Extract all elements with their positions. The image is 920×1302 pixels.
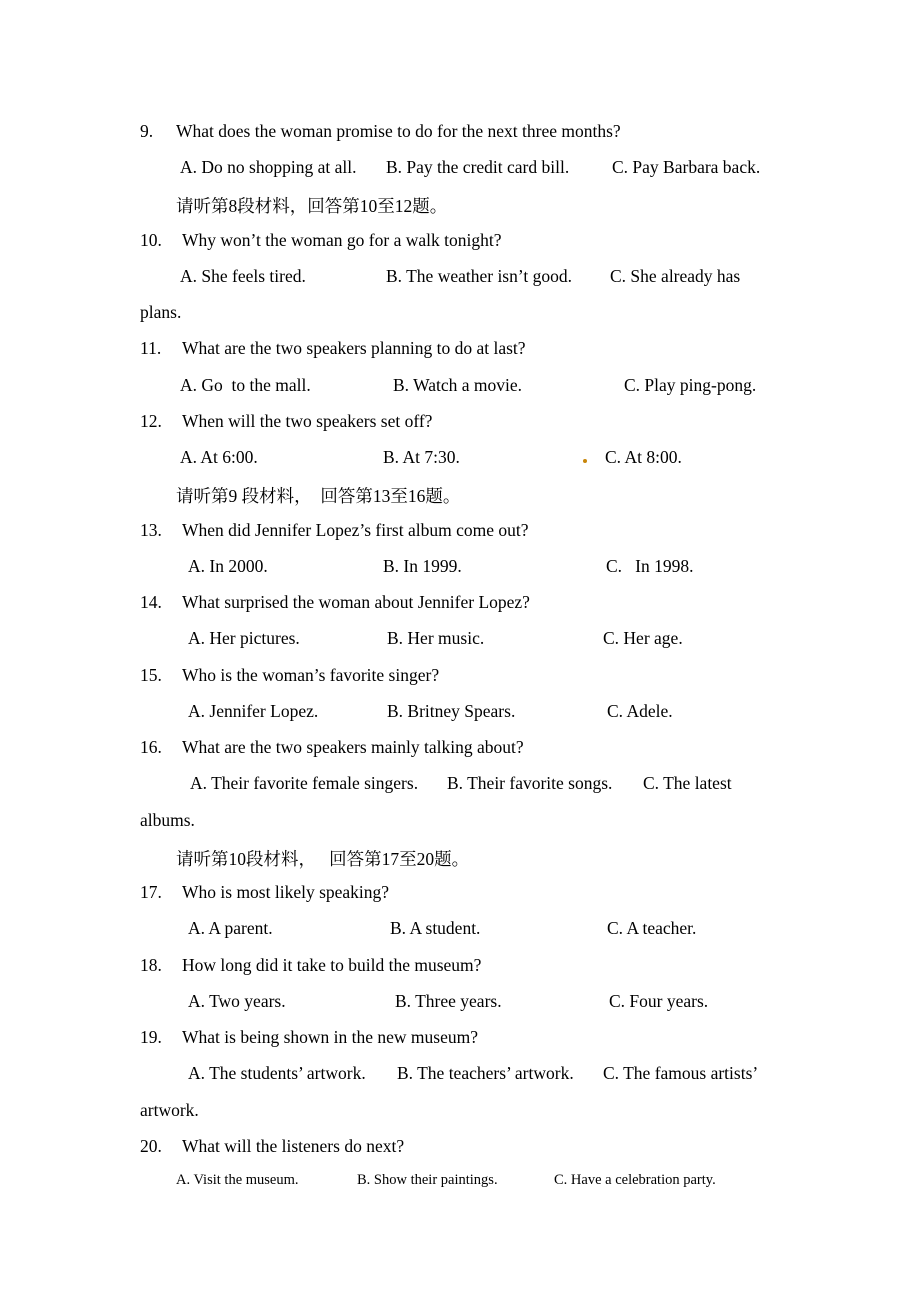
question-number: 9. — [140, 121, 154, 141]
question-10-line — [0, 230, 920, 258]
section-note-line — [0, 483, 920, 511]
option-c: C. At 8:00. — [605, 447, 682, 467]
question-9-options — [0, 157, 920, 185]
question-10-options — [0, 266, 920, 294]
section-note: 请听第10段材料， 回答第17至20题。 — [176, 849, 470, 869]
question-18-line — [0, 955, 920, 983]
option-b: B. Three years. — [395, 991, 502, 1011]
question-15-options — [0, 701, 920, 729]
question-number: 17. — [140, 882, 162, 902]
question-16-line — [0, 737, 920, 765]
option-c: C. A teacher. — [607, 918, 697, 938]
question-13-options — [0, 556, 920, 584]
option-b: B. In 1999. — [383, 556, 462, 576]
option-c: C. The latest — [643, 773, 732, 793]
option-a: A. Her pictures. — [188, 628, 300, 648]
question-text: What are the two speakers planning to do at last? — [182, 338, 526, 358]
question-number: 18. — [140, 955, 162, 975]
option-b: B. Britney Spears. — [387, 701, 516, 721]
question-number: 13. — [140, 520, 162, 540]
question-text: When will the two speakers set off? — [182, 411, 433, 431]
question-12-line — [0, 411, 920, 439]
question-14-options — [0, 628, 920, 656]
question-text: When did Jennifer Lopez’s first album come out? — [182, 520, 529, 540]
option-c-continuation: artwork. — [140, 1100, 199, 1120]
option-c: C. Her age. — [603, 628, 683, 648]
option-c: C. Have a celebration party. — [554, 1172, 716, 1188]
option-a: A. Visit the museum. — [176, 1172, 299, 1188]
option-b: B. Her music. — [387, 628, 485, 648]
stray-mark — [583, 459, 587, 463]
option-a: A. She feels tired. — [180, 266, 306, 286]
question-19-options — [0, 1063, 920, 1091]
question-text: Who is the woman’s favorite singer? — [182, 665, 440, 685]
question-text: What surprised the woman about Jennifer Lopez? — [182, 592, 530, 612]
question-20-options — [0, 1172, 920, 1200]
question-number: 19. — [140, 1027, 162, 1047]
option-c: C. Adele. — [607, 701, 673, 721]
question-text: Why won’t the woman go for a walk tonight? — [182, 230, 502, 250]
question-text: What are the two speakers mainly talking about? — [182, 737, 524, 757]
option-b: B. Watch a movie. — [393, 375, 523, 395]
question-text: How long did it take to build the museum? — [182, 955, 482, 975]
question-text: Who is most likely speaking? — [182, 882, 390, 902]
option-c: C. Four years. — [609, 991, 709, 1011]
section-note: 请听第9 段材料， 回答第13至16题。 — [176, 486, 461, 506]
option-b: B. Show their paintings. — [357, 1172, 498, 1188]
section-note-line — [0, 193, 920, 221]
question-number: 12. — [140, 411, 162, 431]
section-note: 请听第8段材料，回答第10至12题。 — [176, 196, 448, 216]
option-a: A. The students’ artwork. — [188, 1063, 366, 1083]
question-15-line — [0, 665, 920, 693]
option-c: C. Play ping-pong. — [624, 375, 757, 395]
question-text: What is being shown in the new museum? — [182, 1027, 478, 1047]
question-16-options — [0, 773, 920, 801]
question-18-options — [0, 991, 920, 1019]
option-b: B. At 7:30. — [383, 447, 460, 467]
question-13-line — [0, 520, 920, 548]
section-note-line — [0, 846, 920, 874]
option-b: B. Their favorite songs. — [447, 773, 613, 793]
option-a: A. Their favorite female singers. — [190, 773, 419, 793]
question-20-line — [0, 1136, 920, 1164]
question-number: 11. — [140, 338, 162, 358]
question-14-line — [0, 592, 920, 620]
option-a: A. At 6:00. — [180, 447, 258, 467]
option-b: B. Pay the credit card bill. — [386, 157, 570, 177]
option-c: C. In 1998. — [606, 556, 694, 576]
option-c: C. Pay Barbara back. — [612, 157, 761, 177]
option-a: A. Do no shopping at all. — [180, 157, 357, 177]
question-19-line — [0, 1027, 920, 1055]
option-c-continuation: albums. — [140, 810, 195, 830]
question-16-option-c-wrap — [0, 810, 920, 838]
question-11-options — [0, 375, 920, 403]
option-c: C. She already has — [610, 266, 741, 286]
question-12-options — [0, 447, 920, 475]
option-a: A. In 2000. — [188, 556, 268, 576]
question-number: 16. — [140, 737, 162, 757]
option-a: A. Jennifer Lopez. — [188, 701, 319, 721]
question-text: What does the woman promise to do for the next three months? — [176, 121, 621, 141]
question-9-line — [0, 121, 920, 149]
question-number: 10. — [140, 230, 162, 250]
question-19-option-c-wrap — [0, 1100, 920, 1128]
question-text: What will the listeners do next? — [182, 1136, 405, 1156]
option-a: A. Go to the mall. — [180, 375, 311, 395]
option-b: B. A student. — [390, 918, 481, 938]
option-a: A. Two years. — [188, 991, 286, 1011]
option-a: A. A parent. — [188, 918, 273, 938]
question-number: 20. — [140, 1136, 162, 1156]
option-b: B. The weather isn’t good. — [386, 266, 572, 286]
question-11-line — [0, 338, 920, 366]
option-c: C. The famous artists’ — [603, 1063, 759, 1083]
question-10-option-c-wrap — [0, 302, 920, 330]
question-17-options — [0, 918, 920, 946]
question-number: 14. — [140, 592, 162, 612]
question-17-line — [0, 882, 920, 910]
question-number: 15. — [140, 665, 162, 685]
option-b: B. The teachers’ artwork. — [397, 1063, 574, 1083]
option-c-continuation: plans. — [140, 302, 182, 322]
